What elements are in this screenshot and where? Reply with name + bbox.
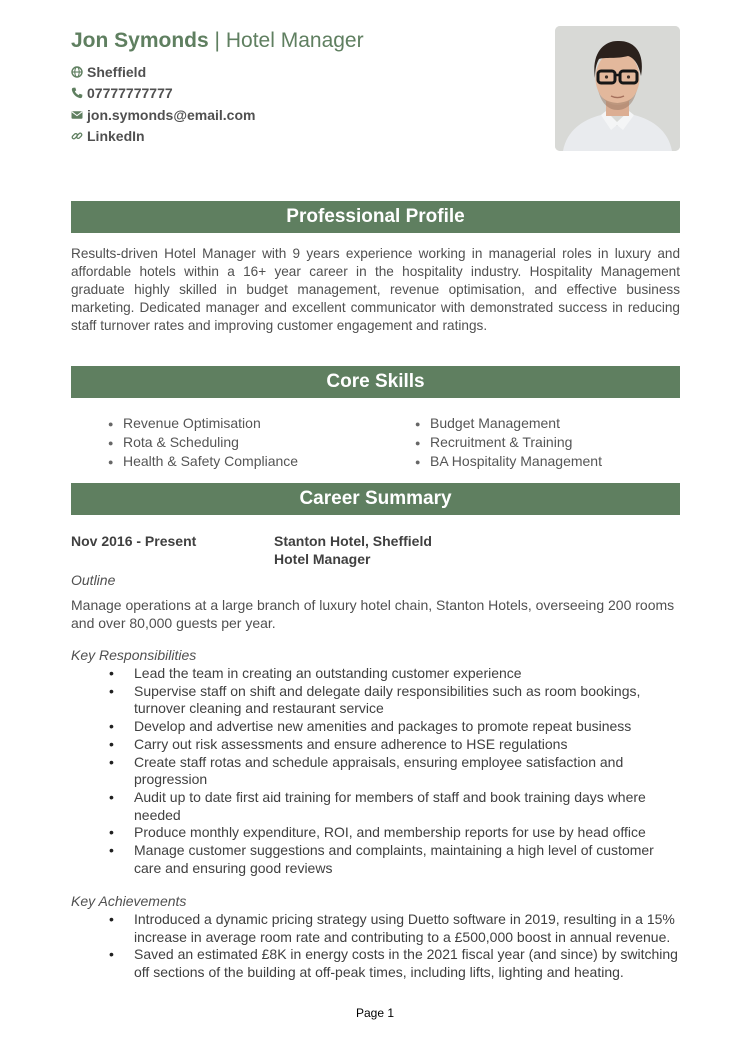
skill-item <box>415 452 715 471</box>
contact-phone-text: 07777777777 <box>87 85 173 102</box>
achievements-label: Key Achievements <box>71 893 187 909</box>
bullet-icon: ● <box>415 456 421 467</box>
responsibilities-label: Key Responsibilities <box>71 647 197 663</box>
skill-label: Recruitment & Training <box>430 434 573 450</box>
skill-label: Budget Management <box>430 415 560 431</box>
job-employer: Stanton Hotel, Sheffield <box>274 533 432 549</box>
outline-label: Outline <box>71 572 116 588</box>
contact-email[interactable] <box>71 104 255 126</box>
contact-linkedin-text: LinkedIn <box>87 128 145 145</box>
contact-list <box>71 61 255 147</box>
contact-location <box>71 61 255 83</box>
list-item: • Lead the team in creating an outstanding customer experience <box>71 665 683 683</box>
profile-summary: Results-driven Hotel Manager with 9 years experience working in managerial roles in luxury and affordable hotels within a 16+ year career in the hospitality industry. Hospitality Management graduate highly skilled in budget management, revenue optimisation, and effective business marketing. Dedicated manager and excellent communicator with demonstrated success in reducing staff turnover rates and improving customer engagement and ratings. <box>71 246 680 333</box>
skill-label: BA Hospitality Management <box>430 453 602 469</box>
contact-email-text: jon.symonds@email.com <box>87 106 256 123</box>
list-item: • Develop and advertise new amenities and packages to promote repeat business <box>71 718 683 736</box>
achievements-list <box>71 911 683 982</box>
link-icon <box>71 130 83 142</box>
profile-photo <box>555 26 680 151</box>
section-header-career: Career Summary <box>71 483 680 515</box>
job-employer-block <box>274 533 432 568</box>
bullet-icon: ● <box>108 456 114 467</box>
portrait-image <box>555 26 680 151</box>
bullet-icon: ● <box>108 418 114 429</box>
phone-icon <box>71 87 83 99</box>
envelope-icon <box>71 109 83 121</box>
list-item: • Saved an estimated £8K in energy costs in the 2021 fiscal year (and since) by switching off sections of the building at off-peak times, including lifts, lighting and heating. <box>71 946 683 981</box>
candidate-name: Jon Symonds <box>71 29 209 52</box>
skill-label: Health & Safety Compliance <box>123 453 299 469</box>
job-outline: Manage operations at a large branch of luxury hotel chain, Stanton Hotels, overseeing 200 rooms and over 80,000 guests per year. <box>71 597 675 631</box>
list-item: • Carry out risk assessments and ensure adherence to HSE regulations <box>71 736 683 754</box>
candidate-role: Hotel Manager <box>225 29 364 52</box>
list-item: • Introduced a dynamic pricing strategy using Duetto software in 2019, resulting in a 15% increase in average room rate and contributing to a £500,000 boost in annual revenue. <box>71 911 683 946</box>
responsibilities-list <box>71 665 683 877</box>
contact-phone <box>71 83 255 105</box>
page-number: Page 1 <box>355 1006 395 1020</box>
list-item: • Audit up to date first aid training for members of staff and book training days where needed <box>71 789 683 824</box>
skill-item <box>108 452 408 471</box>
skill-item <box>415 414 715 433</box>
skills-column-left <box>108 414 408 471</box>
list-item: • Produce monthly expenditure, ROI, and membership reports for use by head office <box>71 824 683 842</box>
bullet-icon: ● <box>415 418 421 429</box>
section-header-skills: Core Skills <box>71 366 680 398</box>
section-header-profile: Professional Profile <box>71 201 680 233</box>
skills-column-right <box>415 414 715 471</box>
globe-icon <box>71 66 83 78</box>
skill-item <box>415 433 715 452</box>
skill-item <box>108 414 408 433</box>
job-title: Hotel Manager <box>274 550 371 567</box>
list-item: • Manage customer suggestions and complaints, maintaining a high level of customer care and ensuring good reviews <box>71 842 683 877</box>
contact-location-text: Sheffield <box>87 63 147 80</box>
heading-separator: | <box>214 29 221 52</box>
contact-linkedin[interactable] <box>71 126 255 148</box>
bullet-icon: ● <box>108 437 114 448</box>
skill-item <box>108 433 408 452</box>
skill-label: Rota & Scheduling <box>123 434 239 450</box>
bullet-icon: ● <box>415 437 421 448</box>
skill-label: Revenue Optimisation <box>123 415 261 431</box>
list-item: • Supervise staff on shift and delegate daily responsibilities such as room bookings, turnover cleaning and restaurant service <box>71 683 683 718</box>
cv-heading <box>71 28 364 54</box>
list-item: • Create staff rotas and schedule appraisals, ensuring employee satisfaction and progression <box>71 754 683 789</box>
job-dates: Nov 2016 - Present <box>71 533 197 549</box>
